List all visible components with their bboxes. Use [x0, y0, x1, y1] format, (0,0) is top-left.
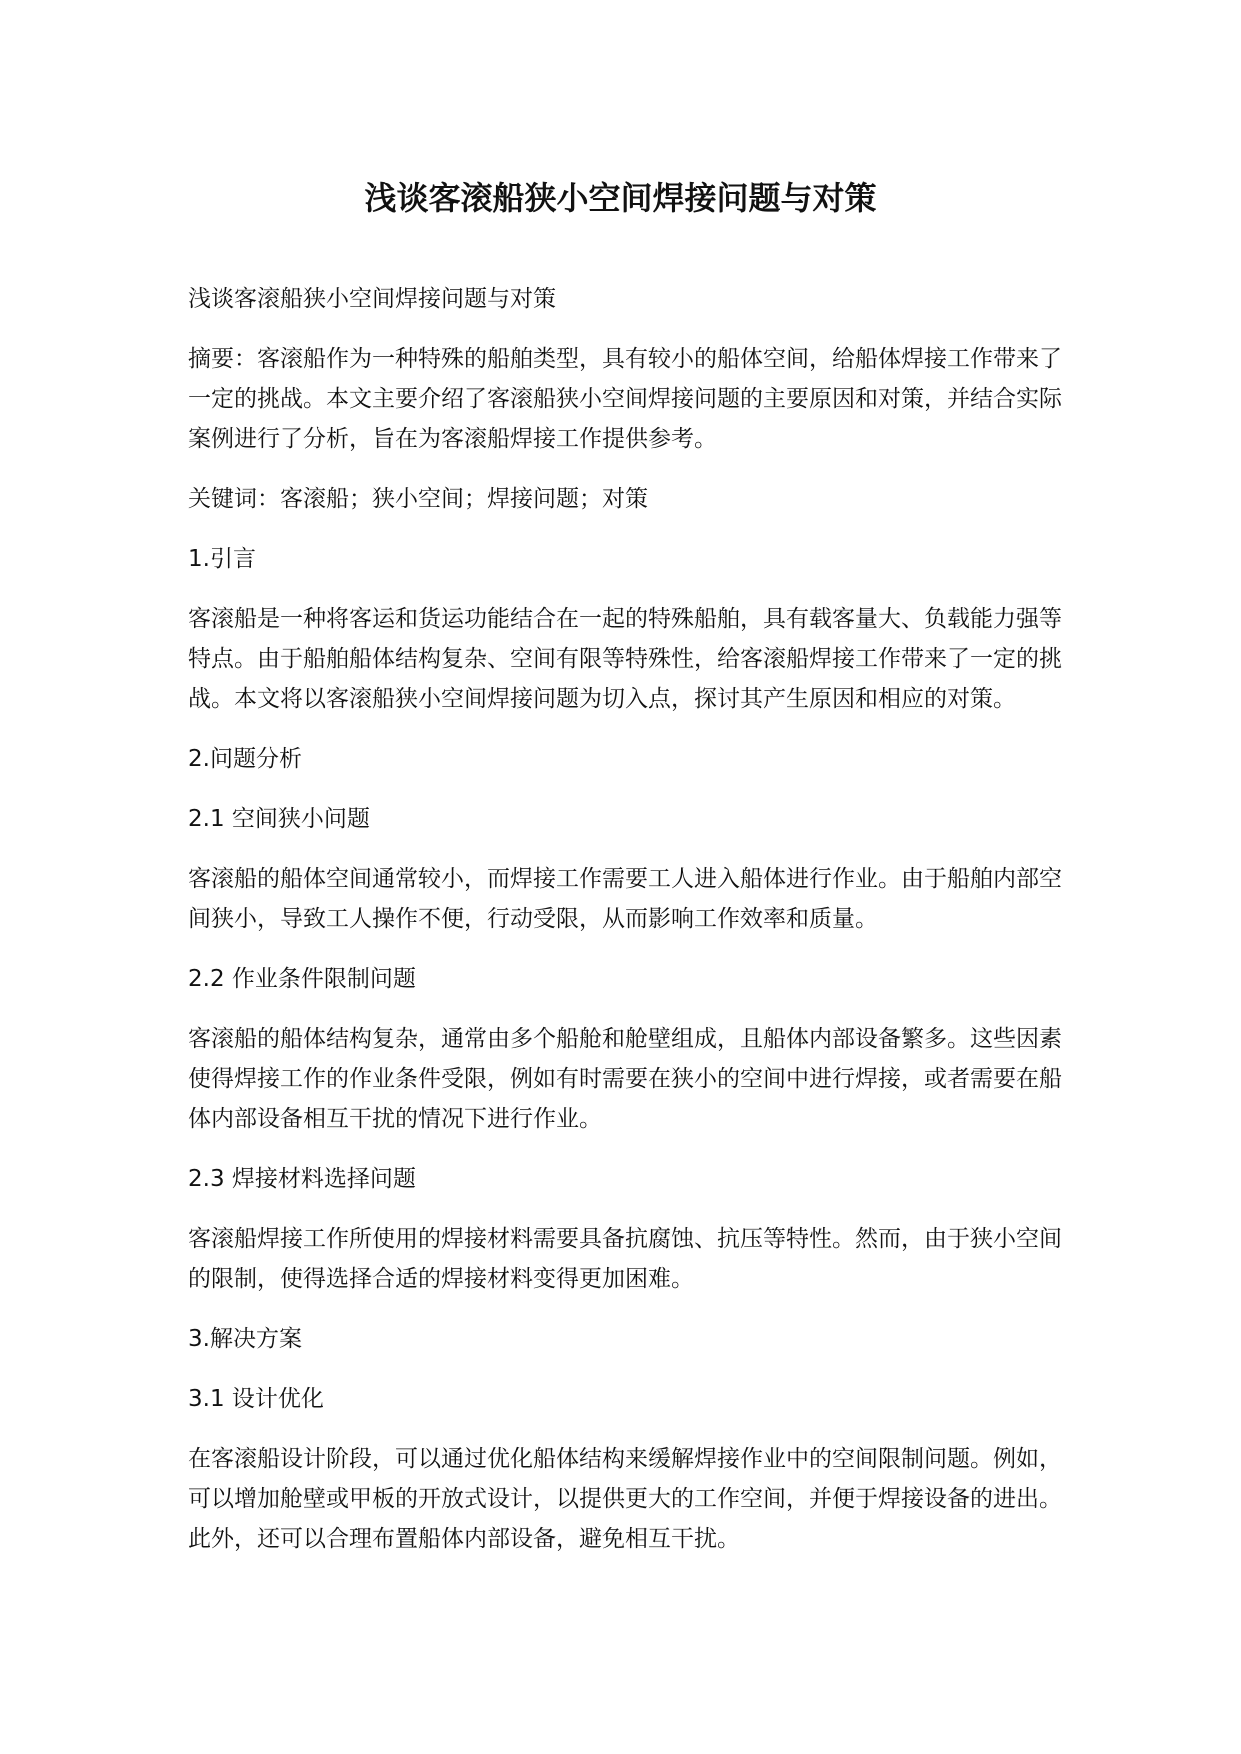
abstract-paragraph: 摘要：客滚船作为一种特殊的船舶类型，具有较小的船体空间，给船体焊接工作带来了一定的挑战。本文主要介绍了客滚船狭小空间焊接问题的主要原因和对策，并结合实际案例进行了分析，旨在为客滚船焊接工作提供参考。	[188, 346, 1062, 452]
section-heading-problem-analysis: 2.问题分析	[188, 746, 302, 772]
conditions-paragraph: 客滚船的船体结构复杂，通常由多个船舱和舱壁组成，且船体内部设备繁多。这些因素使得焊接工作的作业条件受限，例如有时需要在狭小的空间中进行焊接，或者需要在船体内部设备相互干扰的情况下进行作业。	[188, 1026, 1062, 1132]
introduction-paragraph: 客滚船是一种将客运和货运功能结合在一起的特殊船舶，具有载客量大、负载能力强等特点。由于船舶船体结构复杂、空间有限等特殊性，给客滚船焊接工作带来了一定的挑战。本文将以客滚船狭小空间焊接问题为切入点，探讨其产生原因和相应的对策。	[188, 606, 1062, 712]
subsection-heading-conditions: 2.2 作业条件限制问题	[188, 966, 416, 992]
section-heading-introduction: 1.引言	[188, 546, 256, 572]
section-heading-solutions: 3.解决方案	[188, 1326, 302, 1352]
document-body	[188, 279, 1068, 1579]
page-title: 浅谈客滚船狭小空间焊接问题与对策	[364, 179, 877, 217]
materials-paragraph: 客滚船焊接工作所使用的焊接材料需要具备抗腐蚀、抗压等特性。然而，由于狭小空间的限制，使得选择合适的焊接材料变得更加困难。	[188, 1226, 1062, 1292]
keywords-line: 关键词：客滚船；狭小空间；焊接问题；对策	[188, 486, 648, 512]
subtitle: 浅谈客滚船狭小空间焊接问题与对策	[188, 286, 556, 312]
subsection-heading-materials: 2.3 焊接材料选择问题	[188, 1166, 416, 1192]
space-paragraph: 客滚船的船体空间通常较小，而焊接工作需要工人进入船体进行作业。由于船舶内部空间狭小，导致工人操作不便，行动受限，从而影响工作效率和质量。	[188, 866, 1062, 932]
design-paragraph: 在客滚船设计阶段，可以通过优化船体结构来缓解焊接作业中的空间限制问题。例如，可以增加舱壁或甲板的开放式设计，以提供更大的工作空间，并便于焊接设备的进出。此外，还可以合理布置船体内部设备，避免相互干扰。	[188, 1446, 1062, 1552]
subsection-heading-space: 2.1 空间狭小问题	[188, 806, 370, 832]
subsection-heading-design: 3.1 设计优化	[188, 1386, 324, 1412]
